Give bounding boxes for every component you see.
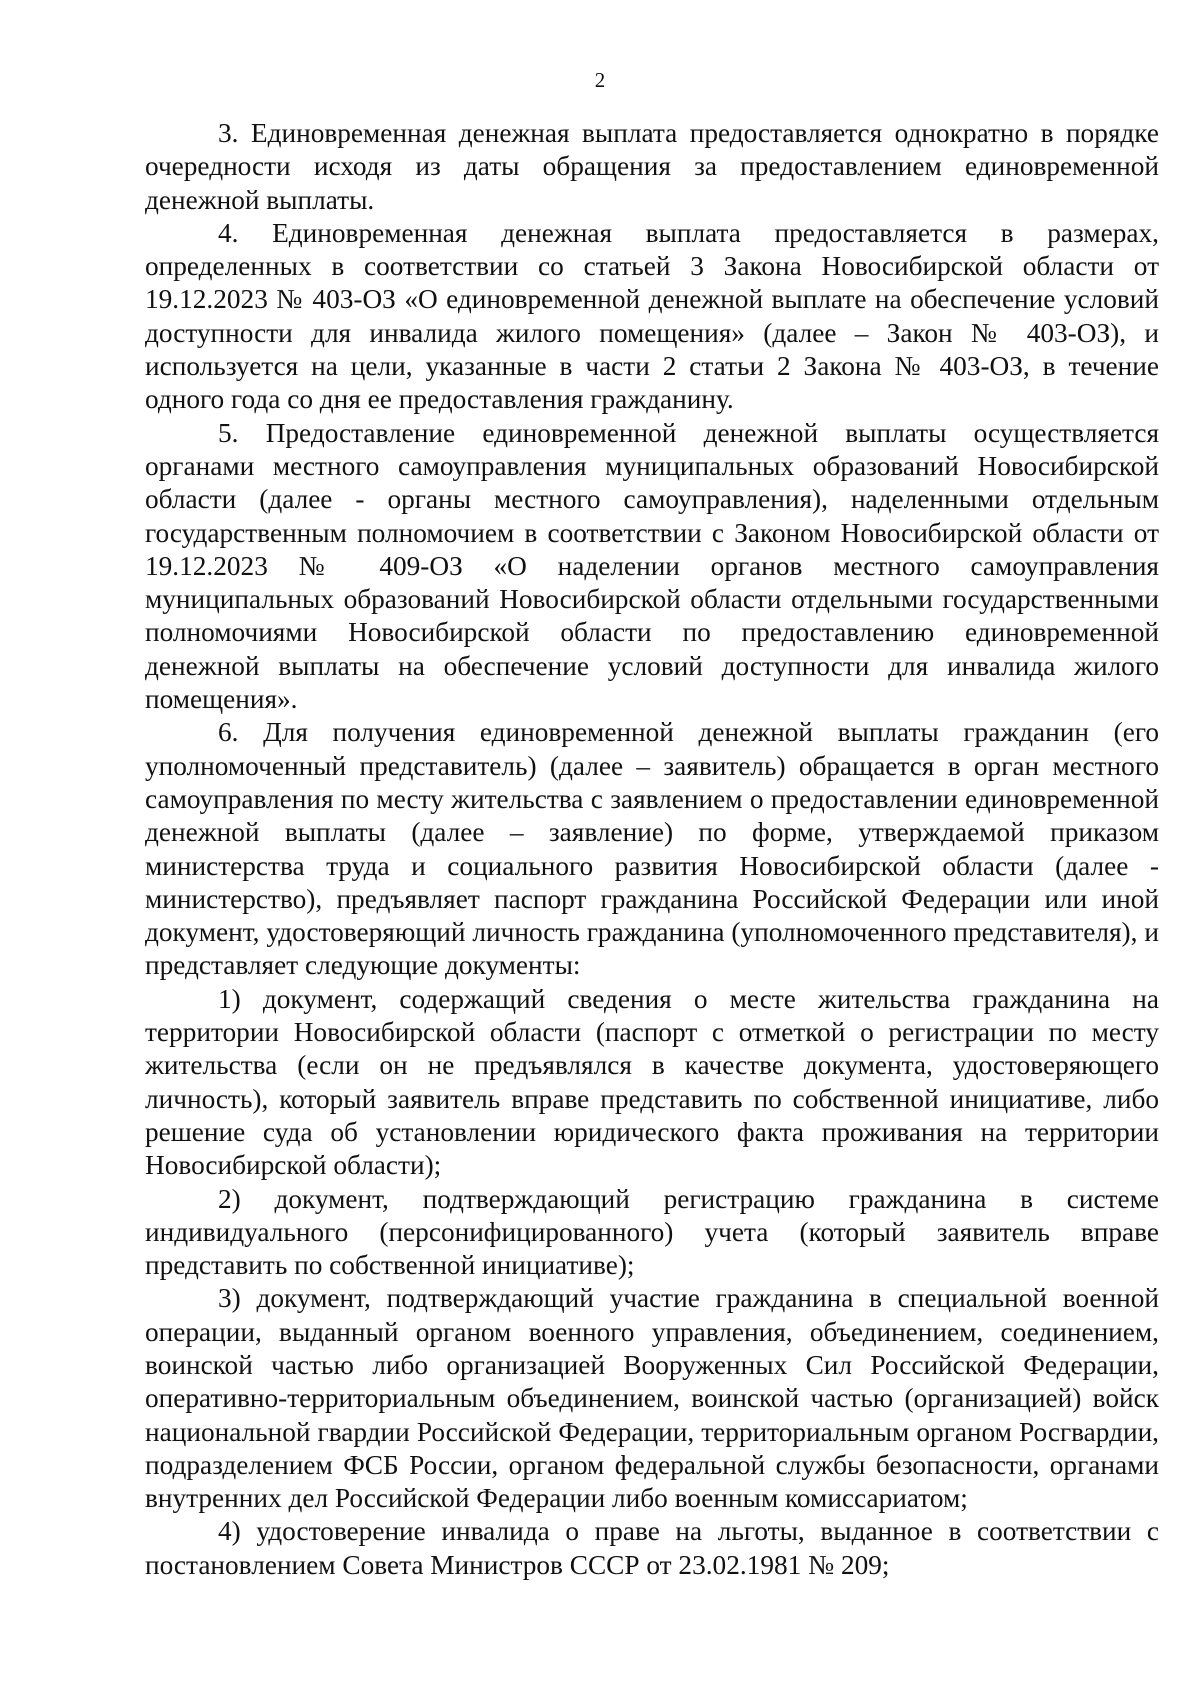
list-item-4: 4) удостоверение инвалида о праве на льготы, выданное в соответствии с постановлением Совета Министров СССР от 23.02.1981 № 209; bbox=[145, 1516, 1159, 1580]
document-body bbox=[145, 117, 1159, 1582]
list-item-1: 1) документ, содержащий сведения о месте жительства гражданина на территории Новосибирской области (паспорт с отметкой о регистрации по месту жительства (если он не предъявлялся в качестве документа, удостоверяющего личность), который заявитель вправе представить по собственной инициативе, либо решение суда об установлении юридического факта проживания на территории Новосибирской области); bbox=[145, 983, 1159, 1181]
list-item-2: 2) документ, подтверждающий регистрацию гражданина в системе индивидуального (персонифицированного) учета (который заявитель вправе представить по собственной инициативе); bbox=[145, 1183, 1159, 1281]
paragraph-4: 4. Единовременная денежная выплата предоставляется в размерах, определенных в соответствии со статьей 3 Закона Новосибирской области от 19.12.2023 № 403-ОЗ «О единовременной денежной выплате на обеспечение условий доступности для инвалида жилого помещения» (далее – Закон № 403-ОЗ), и используется на цели, указанные в части 2 статьи 2 Закона № 403-ОЗ, в течение одного года со дня ее предоставления гражданину. bbox=[145, 217, 1159, 415]
paragraph-6: 6. Для получения единовременной денежной выплаты гражданин (его уполномоченный представитель) (далее – заявитель) обращается в орган местного самоуправления по месту жительства с заявлением о предоставлении единовременной денежной выплаты (далее – заявление) по форме, утверждаемой приказом министерства труда и социального развития Новосибирской области (далее - министерство), предъявляет паспорт гражданина Российской Федерации или иной документ, удостоверяющий личность гражданина (уполномоченного представителя), и представляет следующие документы: bbox=[145, 717, 1159, 981]
paragraph-5: 5. Предоставление единовременной денежной выплаты осуществляется органами местного самоуправления муниципальных образований Новосибирской области (далее - органы местного самоуправления), наделенными отдельным государственным полномочием в соответствии с Законом Новосибирской области от 19.12.2023 № 409-ОЗ «О наделении органов местного самоуправления муниципальных образований Новосибирской области отдельными государственными полномочиями Новосибирской области по предоставлению единовременной денежной выплаты на обеспечение условий доступности для инвалида жилого помещения». bbox=[145, 417, 1159, 715]
list-item-3: 3) документ, подтверждающий участие гражданина в специальной военной операции, выданный органом военного управления, объединением, соединением, воинской частью либо организацией Вооруженных Сил Российской Федерации, оперативно-территориальным объединением, воинской частью (организацией) войск национальной гвардии Российской Федерации, территориальным органом Росгвардии, подразделением ФСБ России, органом федеральной службы безопасности, органами внутренних дел Российской Федерации либо военным комиссариатом; bbox=[145, 1283, 1159, 1514]
paragraph-3: 3. Единовременная денежная выплата предоставляется однократно в порядке очередности исходя из даты обращения за предоставлением единовременной денежной выплаты. bbox=[145, 118, 1159, 215]
page-number: 2 bbox=[594, 68, 606, 92]
